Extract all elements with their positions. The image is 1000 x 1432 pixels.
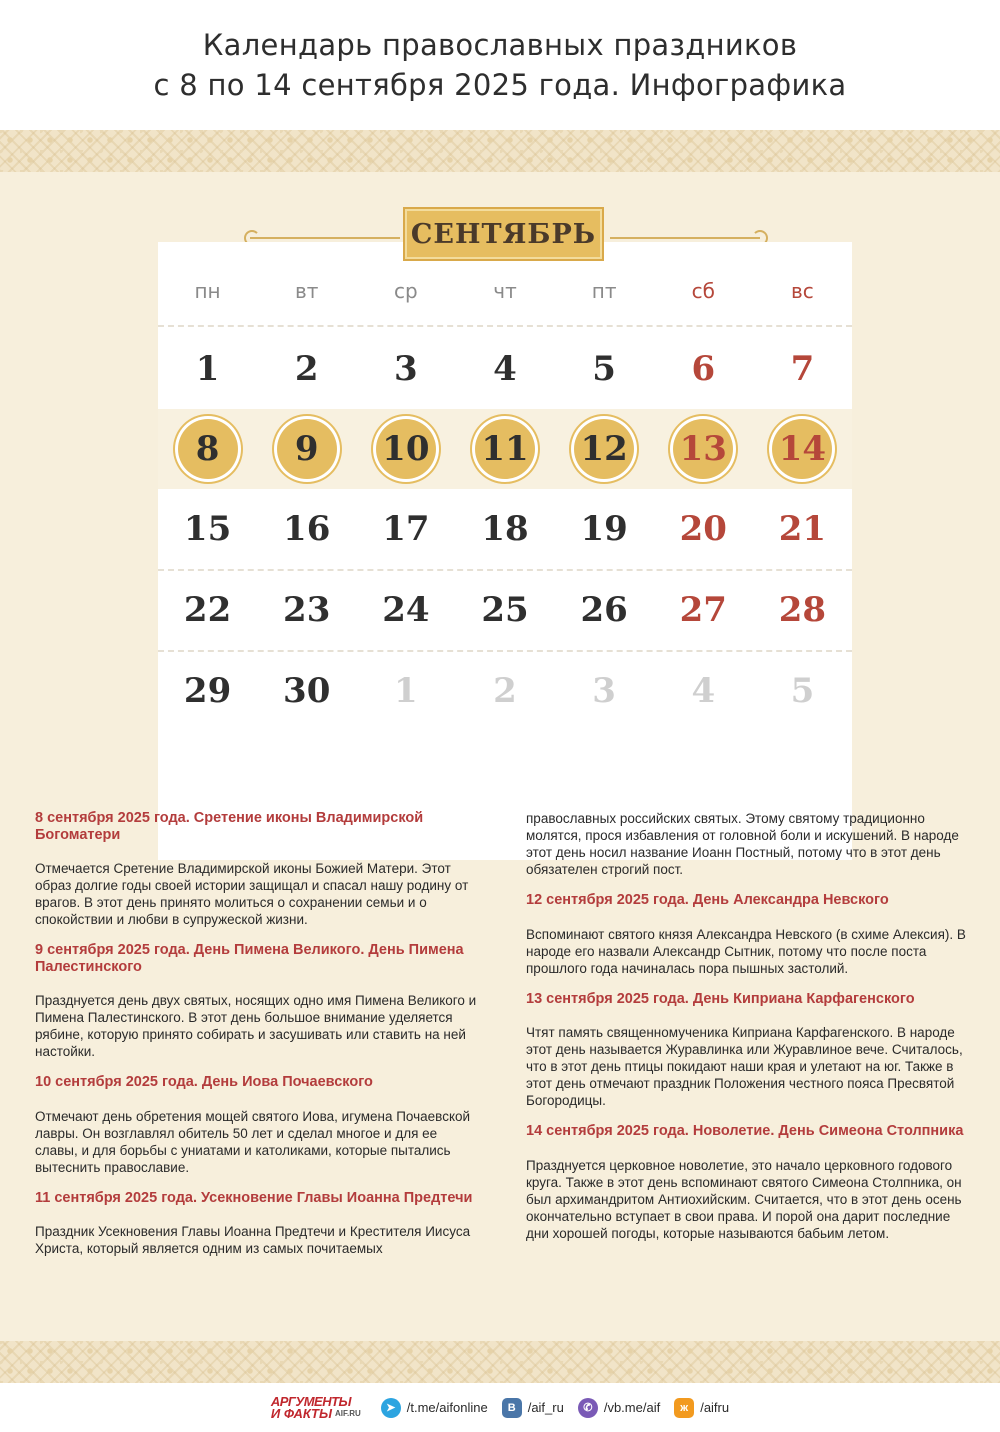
day-number: 9 bbox=[277, 419, 337, 479]
calendar-week-1 bbox=[158, 329, 852, 409]
calendar-week-5 bbox=[158, 650, 852, 730]
holiday-heading: 10 сентября 2025 года. День Иова Почаевского bbox=[35, 1074, 373, 1090]
holiday-description: Праздник Усекновения Главы Иоанна Предтечи и Крестителя Иисуса Христа, который является одним из самых почитаемых bbox=[35, 1224, 471, 1256]
calendar-day-weekend: 27 bbox=[679, 590, 727, 630]
logo-text-line-1: АРГУМЕНТЫ bbox=[270, 1393, 352, 1409]
holiday-description: Празднуется день двух святых, носящих одно имя Пимена Великого и Пимена Палестинского. В этот день большое внимание уделяется рябине, которую принято собирать и засушивать или ставить на ней настойки. bbox=[35, 993, 477, 1059]
calendar-day-highlighted bbox=[455, 409, 554, 489]
calendar-day-next-month: 2 bbox=[493, 671, 517, 711]
ornament-line-left bbox=[250, 237, 400, 239]
holiday-list-right-column bbox=[526, 810, 966, 1256]
holiday-description: Отмечают день обретения мощей святого Иова, игумена Почаевской лавры. Он возглавлял обитель 50 лет и сделал многое и для ее славы, и для борьбы с униатами и католиками, которые пытались вытеснить православие. bbox=[35, 1108, 471, 1175]
calendar-day: 1 bbox=[195, 349, 220, 389]
social-link-label: /aif_ru bbox=[527, 1400, 564, 1415]
month-name: СЕНТЯБРЬ bbox=[410, 218, 597, 250]
day-number: 8 bbox=[178, 419, 238, 479]
calendar-day: 30 bbox=[283, 671, 331, 711]
holiday-description: Вспоминают святого князя Александра Невского (в схиме Алексия). В народе его назвали Александр Сытник, потому что после поста прошлого года начиналась пора пышных застолий. bbox=[526, 926, 966, 976]
holiday-heading: 11 сентября 2025 года. Усекновение Главы Иоанна Предтечи bbox=[35, 1189, 473, 1206]
calendar-day: 2 bbox=[294, 349, 319, 389]
calendar-day-next-month: 1 bbox=[394, 671, 418, 711]
calendar-day: 29 bbox=[183, 671, 232, 711]
holiday-description: Чтят память священномученика Киприана Карфагенского. В народе этот день называется Журавлинка или Журавлиное вече. Считалось, что в этот день птицы покидают наши края и улетают на юг. Также в этот день отмечают праздник Положения честного пояса Пресвятой Богородицы. bbox=[526, 1025, 963, 1108]
weekday-label-weekend: сб bbox=[691, 279, 715, 303]
calendar-day: 16 bbox=[283, 509, 331, 549]
weekday-label-weekend: вс bbox=[791, 279, 814, 303]
calendar-day-highlighted bbox=[356, 409, 455, 489]
holiday-heading: 12 сентября 2025 года. День Александра Невского bbox=[526, 892, 889, 908]
holiday-list-left-column bbox=[35, 810, 478, 1271]
calendar-day: 19 bbox=[580, 509, 628, 549]
page-header bbox=[0, 0, 1000, 130]
calendar-day: 17 bbox=[382, 509, 430, 549]
ornament-line-right bbox=[610, 237, 760, 239]
holiday-description: Празднуется церковное новолетие, это начало церковного годового круга. Также в этот день вспоминают святого Симеона Столпника, он был архимандритом Антиохийским. Считается, что в этот день осень окончательно вступает в свои права. И порой она дарит последние дни хорошей погоды, которые называются бабьим летом. bbox=[526, 1157, 962, 1241]
calendar-day: 15 bbox=[183, 509, 232, 549]
aif-logo[interactable] bbox=[270, 1393, 361, 1421]
calendar-day-next-month: 3 bbox=[592, 671, 616, 711]
calendar-day: 4 bbox=[493, 349, 517, 389]
day-number: 11 bbox=[475, 419, 535, 479]
day-number: 12 bbox=[574, 419, 634, 479]
calendar-day-highlighted bbox=[257, 409, 356, 489]
calendar-day-weekend: 21 bbox=[778, 509, 827, 549]
weekday-label: ср bbox=[394, 279, 418, 303]
page-title-line-1: Календарь православных праздников bbox=[202, 28, 798, 62]
calendar-day: 25 bbox=[481, 590, 529, 630]
logo-text-line-2: И ФАКТЫ bbox=[270, 1405, 332, 1421]
holiday-description: Отмечается Сретение Владимирской иконы Божией Матери. Этот образ долгие годы своей истории защищал и спасал нашу родину от врагов. В этот день принято молиться о сохранении семьи и о спокойствии и любви в супружеской жизни. bbox=[35, 861, 469, 927]
calendar-day: 24 bbox=[382, 590, 430, 630]
calendar-day-highlighted-weekend bbox=[753, 409, 852, 489]
social-link-label: /aifru bbox=[700, 1400, 730, 1415]
day-number: 13 bbox=[673, 419, 733, 479]
calendar-week-3 bbox=[158, 489, 852, 569]
telegram-icon: ➤ bbox=[381, 1398, 401, 1418]
holiday-heading: 14 сентября 2025 года. Новолетие. День Симеона Столпника bbox=[526, 1123, 964, 1139]
calendar-day-weekend: 28 bbox=[778, 590, 827, 630]
social-link-telegram[interactable] bbox=[381, 1398, 488, 1418]
month-badge bbox=[405, 209, 602, 259]
day-number: 10 bbox=[376, 419, 436, 479]
ornament-band-bottom bbox=[0, 1341, 1000, 1383]
calendar-day: 18 bbox=[481, 509, 529, 549]
weekday-label: вт bbox=[294, 279, 319, 303]
calendar-day-weekend: 20 bbox=[679, 509, 727, 549]
social-link-label: /t.me/aifonline bbox=[406, 1400, 488, 1415]
social-link-odnoklassniki[interactable] bbox=[674, 1398, 729, 1418]
social-link-vk[interactable] bbox=[502, 1398, 564, 1418]
calendar-week-highlighted bbox=[158, 409, 852, 489]
holiday-heading: 8 сентября 2025 года. Сретение иконы Владимирской Богоматери bbox=[35, 810, 424, 843]
holiday-description-continued: православных российских святых. Этому святому традиционно молятся, прося избавления от головной боли и искушений. В народе этот день носил название Иоанн Постный, потому что в этот день обязателен строгий пост. bbox=[526, 811, 959, 877]
calendar-day: 3 bbox=[394, 349, 418, 389]
holiday-heading: 13 сентября 2025 года. День Киприана Карфагенского bbox=[526, 990, 915, 1007]
calendar-day-highlighted bbox=[158, 409, 257, 489]
footer bbox=[0, 1383, 1000, 1432]
vk-icon: B bbox=[502, 1398, 522, 1418]
weekday-label: пт bbox=[591, 279, 617, 303]
social-link-label: /vb.me/aif bbox=[603, 1400, 661, 1415]
logo-domain: AIF.RU bbox=[334, 1408, 361, 1418]
social-link-viber[interactable] bbox=[578, 1398, 660, 1418]
ornament-band-top bbox=[0, 130, 1000, 172]
calendar-day-weekend: 7 bbox=[790, 349, 815, 389]
day-number: 14 bbox=[772, 419, 832, 479]
calendar-day-next-month: 4 bbox=[691, 671, 716, 711]
calendar-day: 23 bbox=[283, 590, 331, 630]
viber-icon: ✆ bbox=[578, 1398, 598, 1418]
holiday-heading: 9 сентября 2025 года. День Пимена Великого. День Пимена Палестинского bbox=[35, 942, 464, 975]
calendar-day-next-month: 5 bbox=[790, 671, 815, 711]
calendar-day: 22 bbox=[183, 590, 232, 630]
calendar-day: 5 bbox=[592, 349, 616, 389]
calendar-day-highlighted bbox=[555, 409, 654, 489]
calendar-grid bbox=[158, 242, 852, 860]
calendar-day: 26 bbox=[580, 590, 628, 630]
calendar-week-4 bbox=[158, 569, 852, 649]
page-title-line-2: с 8 по 14 сентября 2025 года. Инфографика bbox=[153, 68, 847, 102]
calendar-day-highlighted-weekend bbox=[654, 409, 753, 489]
odnoklassniki-icon: ж bbox=[674, 1398, 694, 1418]
calendar-day-weekend: 6 bbox=[691, 349, 716, 389]
weekday-label: пн bbox=[194, 279, 221, 303]
weekday-label: чт bbox=[493, 279, 517, 303]
